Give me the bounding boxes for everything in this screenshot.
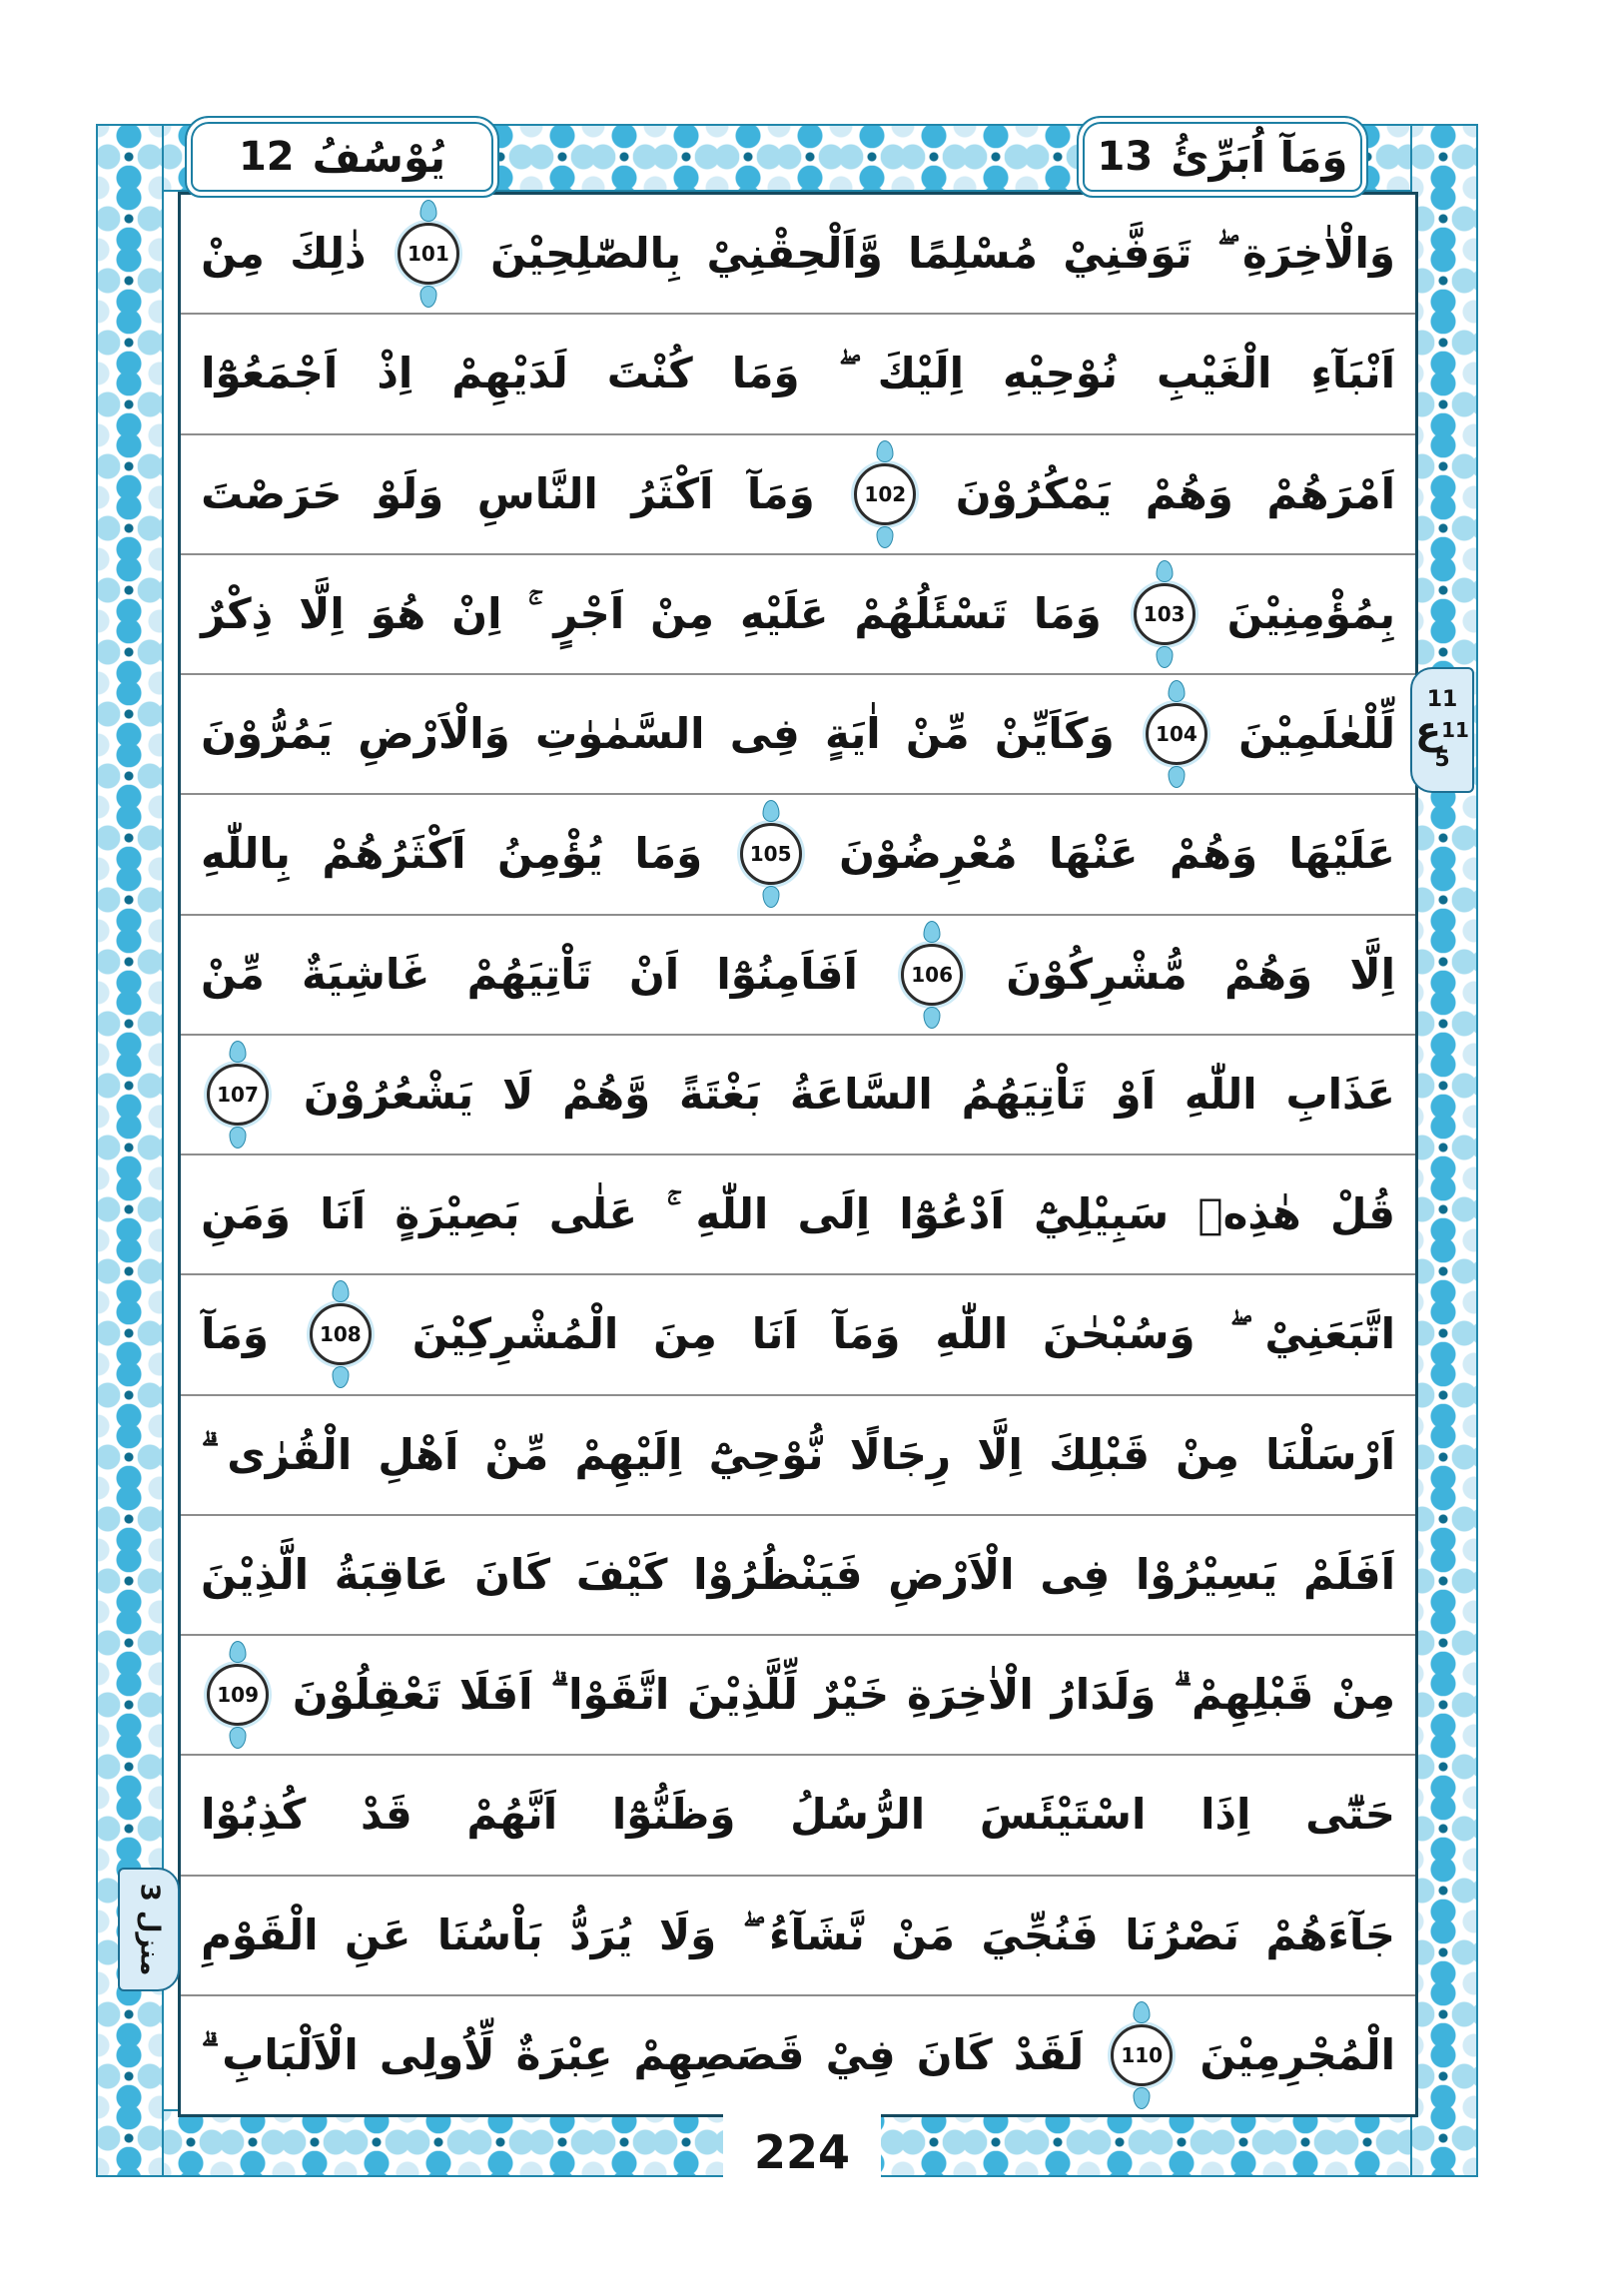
quran-word: لَقَدْ (1013, 2029, 1085, 2079)
quran-word: وَسُبْحٰنَ (1043, 1309, 1196, 1359)
quran-word: لِّلَّذِيْنَ (687, 1670, 798, 1720)
surah-title-tab (185, 116, 499, 198)
quran-word: مِّنْ (484, 1429, 549, 1479)
quran-word: قَبْلِكَ (1049, 1429, 1150, 1479)
quran-word: قَصَصِهِمْ (633, 2029, 805, 2079)
quran-word: وَمَا (1033, 588, 1102, 638)
quran-word: وَكَاَيِّنْ (994, 709, 1115, 759)
quran-line (181, 1756, 1415, 1876)
quran-word: اللّٰهِ (695, 1189, 769, 1239)
quran-word: بِالصّٰلِحِيْنَ (490, 229, 682, 279)
quran-word: وَهُمْ (1145, 468, 1233, 518)
quran-word: بَصِيْرَةٍ (395, 1189, 520, 1239)
quran-line (181, 1155, 1415, 1275)
quran-word: قَدْ (360, 1790, 412, 1840)
quran-word: لَدَيْهِمْ (451, 349, 568, 398)
quran-word: رِجَالًا (849, 1429, 952, 1479)
quran-word: يَمُرُّوْنَ (201, 709, 334, 759)
quran-word: سَبِيْلِيْٓ (1033, 1189, 1170, 1239)
quran-word: يَسِيْرُوْا (1136, 1549, 1278, 1599)
ayah-end-marker: 102 (854, 463, 916, 525)
quran-line (181, 315, 1415, 434)
quran-word: اَوْ (1115, 1069, 1157, 1119)
quran-word: هُوَ (370, 588, 426, 638)
quran-word: اِلَيْهِمْ (574, 1429, 683, 1479)
quran-word: بَغْتَةً (679, 1069, 762, 1119)
quran-word: يَشْعُرُوْنَ (303, 1069, 474, 1119)
quran-word: اتَّقَوْا (568, 1670, 670, 1720)
quran-word: مِنْ (650, 588, 714, 638)
quran-line (181, 1996, 1415, 2114)
quran-word: اَكْثَرُهُمْ (322, 829, 466, 879)
quran-word: الَّذِيْنَ (201, 1549, 310, 1599)
quran-word: مِنَ (653, 1309, 717, 1359)
quran-word: الرُّسُلُ (790, 1790, 926, 1840)
quran-word: وَّاَلْحِقْنِيْ (706, 229, 883, 279)
quran-word: عَلٰى (548, 1189, 638, 1239)
quran-word: اسْتَيْئَسَ (979, 1790, 1147, 1840)
quran-word: اَنَا (751, 1309, 798, 1359)
quran-word: وَمَآ (832, 1309, 901, 1359)
quran-word: نَّشَآءُ (769, 1910, 865, 1959)
ayah-end-marker: 108 (310, 1303, 372, 1365)
quran-word: تَاْتِيَهُمُ (961, 1069, 1087, 1119)
quran-word: اَكْثَرُ (631, 468, 714, 518)
manzil-text (134, 1884, 164, 1976)
quran-word: بَاْسُنَا (436, 1910, 543, 1959)
quran-word: الْمُجْرِمِيْنَ (1199, 2029, 1395, 2079)
ruku-number-bottom: 5 (1434, 747, 1450, 772)
ruku-ain-glyph: ع (1415, 708, 1442, 752)
manzil-number: 3 (134, 1883, 165, 1902)
quran-word: خَيْرٌ (815, 1670, 890, 1720)
quran-word: كُنْتَ (606, 349, 693, 398)
quran-word: السَّمٰوٰتِ (534, 709, 705, 759)
quran-word: اَجْرٍ (553, 588, 625, 638)
quran-word: اتَّبَعَنِيْ (1264, 1309, 1395, 1359)
quran-word: وَالْاَرْضِ (358, 709, 510, 759)
quran-word: فَنُجِّيَ (981, 1910, 1099, 1959)
quran-word: عَنِ (344, 1910, 411, 1959)
ornament-band-right (1410, 126, 1476, 2175)
quran-word: عَنْهَا (1049, 829, 1139, 879)
quran-line (181, 555, 1415, 675)
quran-word: الْغَيْبِ (1156, 349, 1272, 398)
ayah-end-marker: 105 (740, 823, 802, 885)
quran-word: عَاقِبَةُ (334, 1549, 449, 1599)
quran-word: قُلْ (1330, 1189, 1395, 1239)
quran-word: لِّاُولِى (379, 2029, 495, 2079)
quran-word: اللّٰهِ (1184, 1069, 1257, 1119)
quran-word: وَلَوْ (376, 468, 444, 518)
quran-word: اِلَّا (1349, 949, 1395, 999)
quran-word: فِى (1040, 1549, 1111, 1599)
quran-word: اَدْعُوْٓا (899, 1189, 1005, 1239)
quran-word: اِلَّا (977, 1429, 1023, 1479)
juz-title-tab (1077, 116, 1368, 198)
quran-line (181, 916, 1415, 1036)
quran-word: تَسْئَلُهُمْ (854, 588, 1008, 638)
manzil-marker-tab (118, 1868, 180, 1991)
quran-line (181, 1877, 1415, 1996)
quran-lines (181, 195, 1415, 2114)
quran-word: السَّاعَةُ (789, 1069, 933, 1119)
quran-word: اِلَيْكَ (877, 349, 964, 398)
ayah-end-marker: 110 (1111, 2024, 1173, 2086)
quran-line (181, 795, 1415, 915)
quran-word: مُّشْرِكُوْنَ (1006, 949, 1188, 999)
quran-word: مُعْرِضُوْنَ (839, 829, 1018, 879)
quran-word: اِلَى (797, 1189, 871, 1239)
quran-word: كَيْفَ (575, 1549, 668, 1599)
quran-word: مِنْ (1176, 1429, 1239, 1479)
quran-word: وَمَا (634, 829, 703, 879)
quran-word: قَبْلِهِمْ (1191, 1670, 1314, 1720)
quran-word: وَمَآ (201, 1309, 269, 1359)
juz-number: 13 (1097, 134, 1154, 180)
quran-word: بِمُؤْمِنِيْنَ (1226, 588, 1395, 638)
quran-word: اَنْبَآءِ (1310, 349, 1395, 398)
quran-word: اَجْمَعُوْٓا (201, 349, 339, 398)
quran-word: اِنْ (451, 588, 502, 638)
quran-word: وَهُمْ (1223, 949, 1313, 999)
quran-word: لَا (501, 1069, 534, 1119)
quran-word: نَصْرُنَا (1125, 1910, 1240, 1959)
quran-word: تَوَفَّنِيْ (1063, 229, 1193, 279)
quran-word: اِذْ (377, 349, 413, 398)
quran-word: اَرْسَلْنَا (1265, 1429, 1395, 1479)
surah-number: 12 (238, 134, 295, 180)
quran-word: مُسْلِمًا (908, 229, 1038, 279)
quran-line (181, 1036, 1415, 1155)
quran-word: كَانَ (474, 1549, 551, 1599)
surah-name: يُوْسُفُ (312, 132, 446, 182)
quran-text-area (178, 192, 1418, 2117)
ruku-number-top: 11 (1426, 687, 1458, 712)
quran-word: مِّنْ (905, 709, 970, 759)
quran-word: جَآءَهُمْ (1265, 1910, 1395, 1959)
page-number: 224 (753, 2125, 851, 2179)
quran-word: اَفَلَا (458, 1670, 533, 1720)
quran-line (181, 1275, 1415, 1395)
quran-word: وَظَنُّوْٓا (611, 1790, 736, 1840)
quran-word: حَرَصْتَ (201, 468, 343, 518)
quran-word: ذٰلِكَ (290, 229, 367, 279)
quran-word: يُرَدُّ (569, 1910, 633, 1959)
ayah-end-marker: 106 (901, 944, 963, 1006)
ruku-number-middle: 11 (1441, 718, 1469, 742)
quran-line (181, 1516, 1415, 1636)
quran-word: غَاشِيَةٌ (302, 949, 430, 999)
quran-line (181, 195, 1415, 315)
quran-word: اَمْرَهُمْ (1266, 468, 1395, 518)
quran-word: لِّلْعٰلَمِيْنَ (1238, 709, 1395, 759)
quran-word: بِاللّٰهِ (201, 829, 291, 879)
quran-word: فِيْ (825, 2029, 896, 2079)
quran-word: الْمُشْرِكِيْنَ (411, 1309, 619, 1359)
ayah-end-marker: 107 (207, 1064, 269, 1126)
quran-word: تَعْقِلُوْنَ (292, 1670, 441, 1720)
quran-word: اِذَا (1200, 1790, 1251, 1840)
quran-word: وَمَآ (746, 468, 815, 518)
quran-word: اَهْلِ (378, 1429, 459, 1479)
quran-word: نُّوْحِيْٓ (708, 1429, 824, 1479)
quran-word: الْاَلْبَابِ (222, 2029, 359, 2079)
quran-word: اَنَّهُمْ (466, 1790, 558, 1840)
quran-word: اللّٰهِ (935, 1309, 1009, 1359)
quran-word: اَنَا (320, 1189, 367, 1239)
quran-word: وَّهُمْ (562, 1069, 651, 1119)
quran-word: وَهُمْ (1169, 829, 1258, 879)
quran-word: الْقُرٰى (227, 1429, 353, 1479)
quran-word: مِنْ (1331, 1670, 1395, 1720)
quran-word: عَلَيْهِ (739, 588, 829, 638)
quran-word: يُؤْمِنُ (496, 829, 603, 879)
quran-word: كُذِبُوْا (201, 1790, 307, 1840)
quran-word: يَمْكُرُوْنَ (955, 468, 1113, 518)
page-number-box (723, 2111, 881, 2193)
quran-word: فَيَنْظُرُوْا (693, 1549, 863, 1599)
ayah-end-marker: 104 (1146, 703, 1207, 765)
quran-word: وَمَا (731, 349, 800, 398)
quran-word: عَذَابِ (1285, 1069, 1395, 1119)
quran-word: النَّاسِ (476, 468, 598, 518)
quran-word: مِنْ (201, 229, 265, 279)
quran-word: وَلَدَارُ (1051, 1670, 1157, 1720)
ayah-end-marker: 103 (1134, 583, 1196, 645)
quran-line (181, 1636, 1415, 1756)
quran-line (181, 435, 1415, 555)
quran-word: ذِكْرٌ (201, 588, 274, 638)
quran-word: وَلَا (658, 1910, 717, 1959)
quran-word: الْقَوْمِ (201, 1910, 319, 1959)
quran-word: اِلَّا (299, 588, 345, 638)
quran-word: اٰيَةٍ (824, 709, 881, 759)
quran-word: اَنْ (628, 949, 680, 999)
manzil-label: منزل (134, 1910, 165, 1976)
quran-line (181, 1396, 1415, 1516)
quran-word: كَانَ (916, 2029, 993, 2079)
quran-word: فِى (729, 709, 800, 759)
quran-word: الْاَرْضِ (888, 1549, 1015, 1599)
quran-word: مَنْ (891, 1910, 955, 1959)
quran-word: الْاٰخِرَةِ (906, 1670, 1034, 1720)
quran-word: حَتّٰٓى (1305, 1790, 1395, 1840)
ayah-end-marker: 109 (207, 1664, 269, 1726)
juz-name: وَمَآ اُبَرِّئُ (1171, 132, 1348, 182)
quran-word: وَالْاٰخِرَةِ (1242, 229, 1395, 279)
quran-word: عَلَيْهَا (1288, 829, 1395, 879)
quran-word: عِبْرَةٌ (515, 2029, 613, 2079)
ruku-ain-row (1415, 708, 1469, 752)
ruku-marker-tab (1410, 667, 1474, 793)
quran-word: اَفَاَمِنُوْٓا (716, 949, 858, 999)
quran-line (181, 675, 1415, 795)
quran-word: نُوْحِيْهِ (1002, 349, 1118, 398)
quran-word: مِّنْ (201, 949, 265, 999)
quran-word: هٰذِهٖ (1198, 1189, 1301, 1239)
quran-word: تَاْتِيَهُمْ (466, 949, 592, 999)
quran-word: وَمَنِ (201, 1189, 291, 1239)
ayah-end-marker: 101 (398, 223, 459, 285)
quran-word: اَفَلَمْ (1303, 1549, 1395, 1599)
